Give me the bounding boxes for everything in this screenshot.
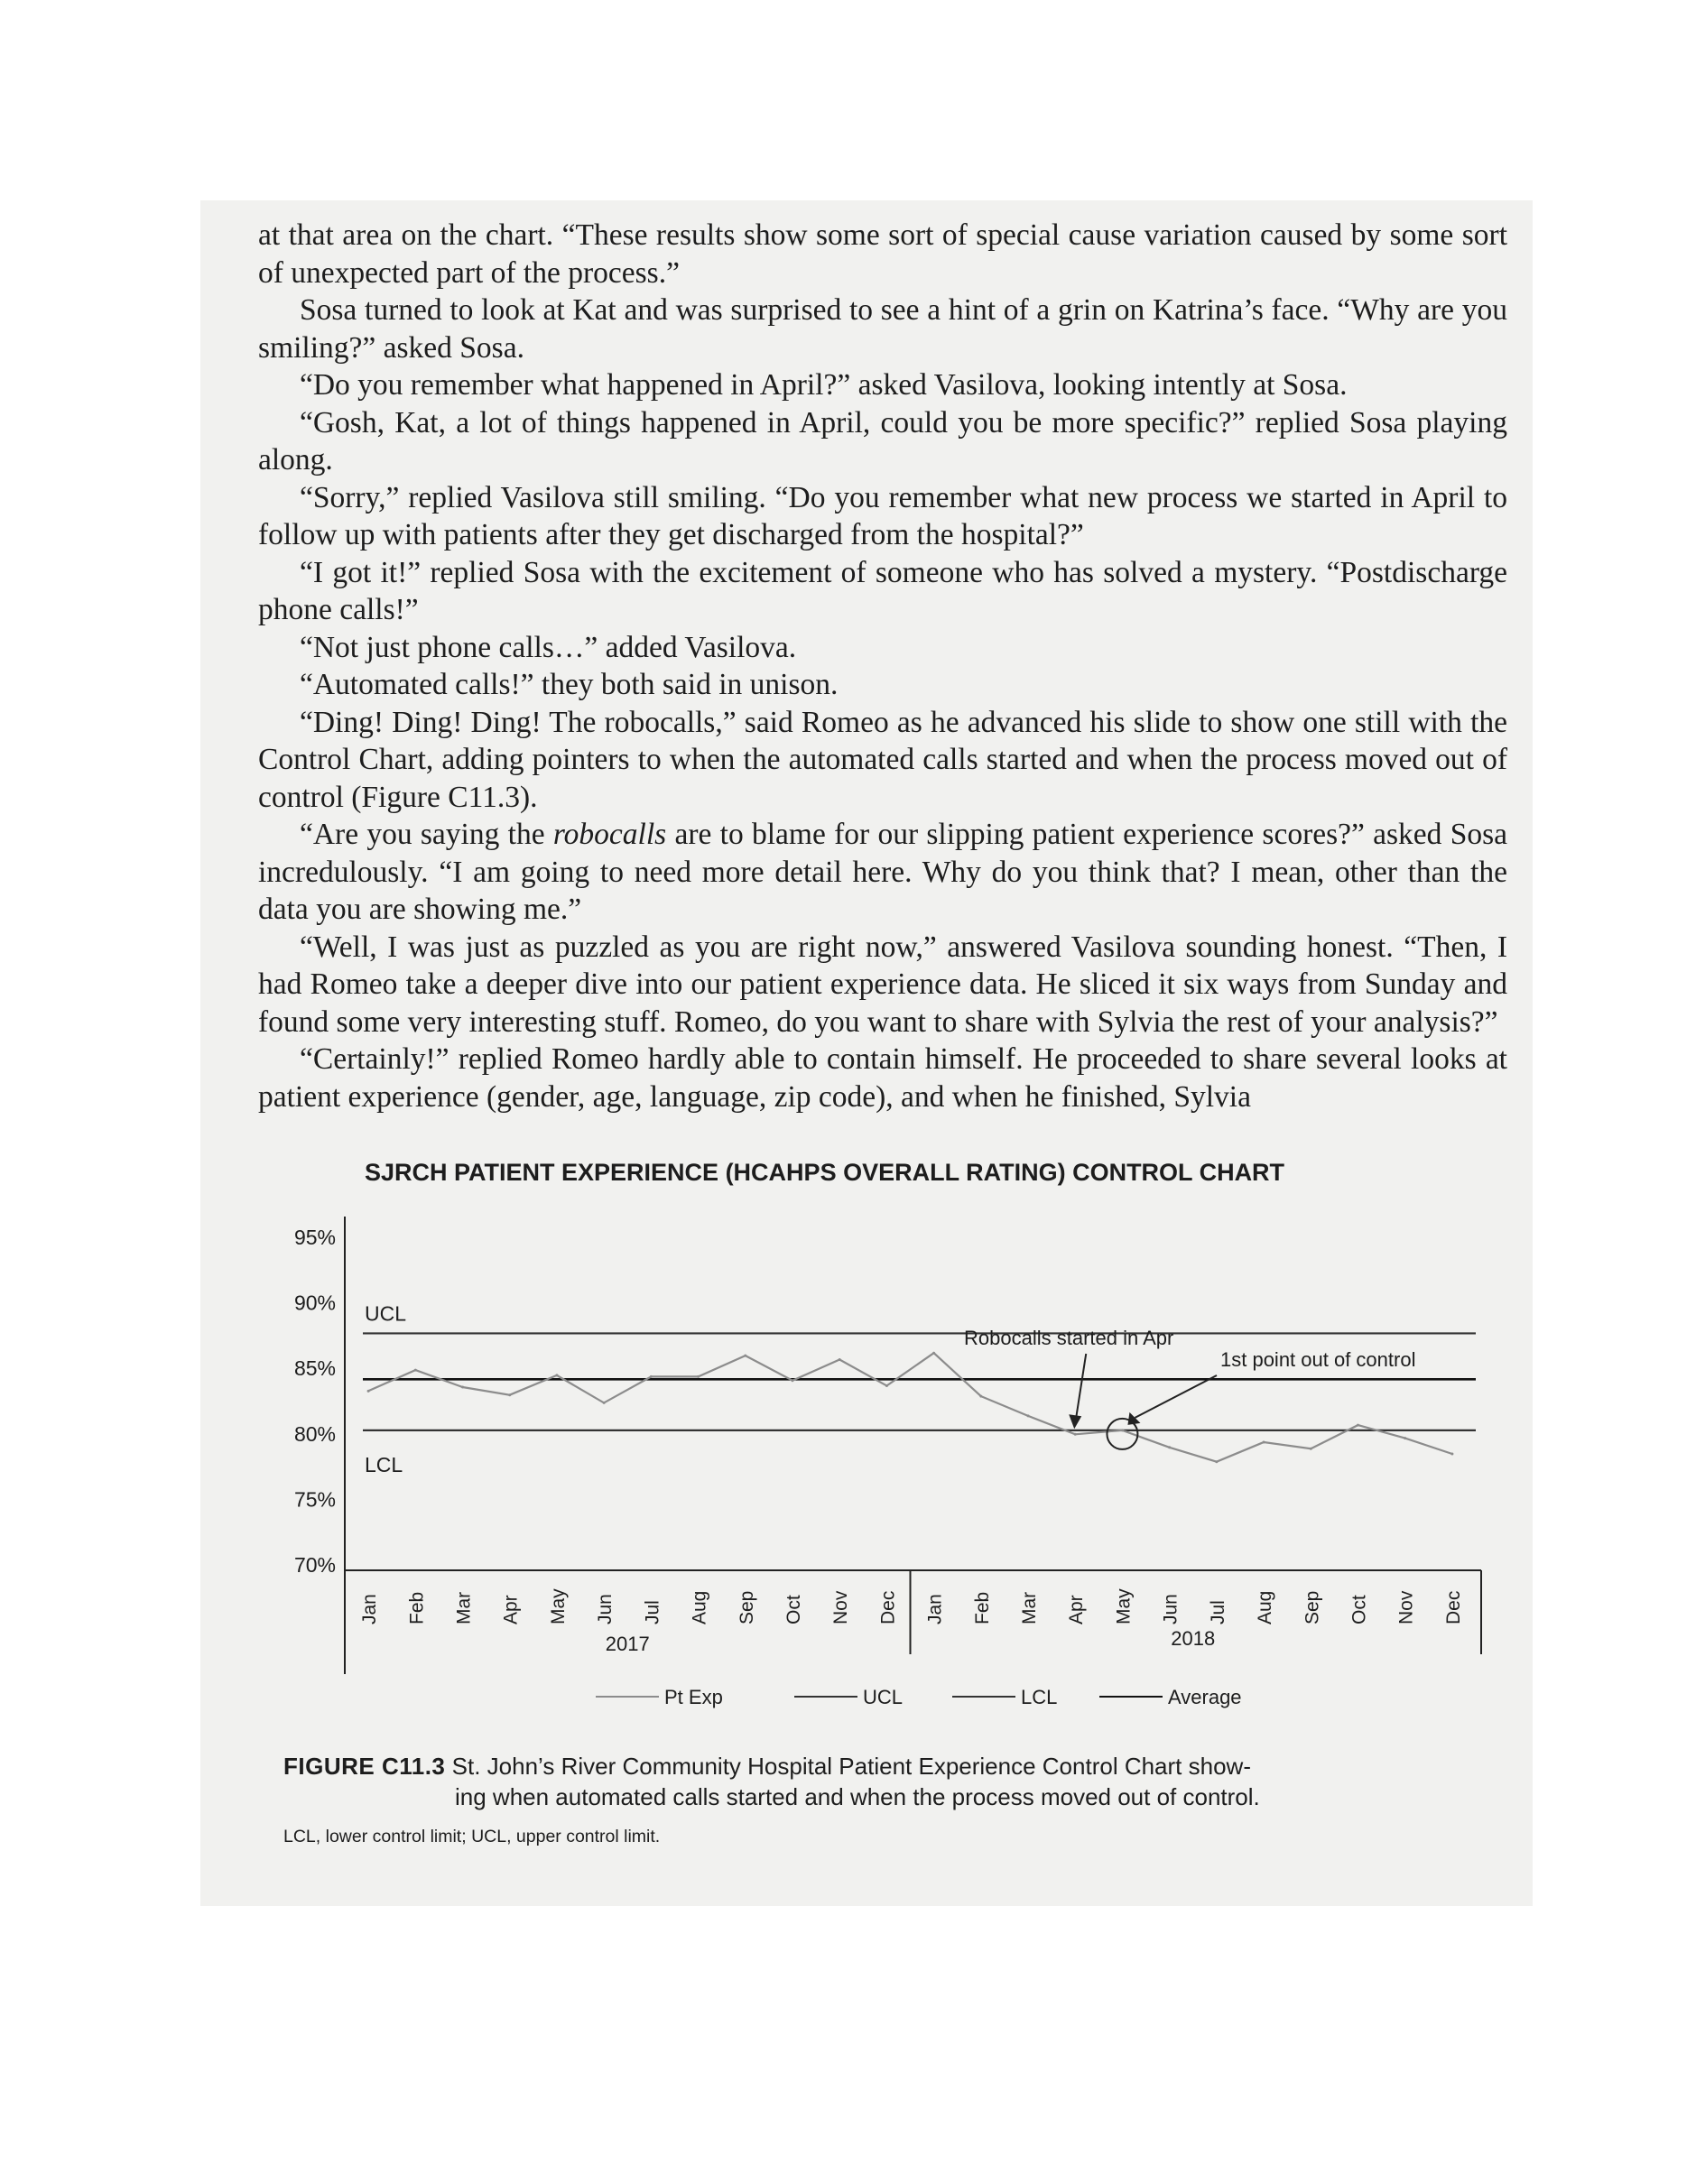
paragraph: “I got it!” replied Sosa with the excitement of someone who has solved a mystery. “Postdischarge phone calls!” bbox=[258, 555, 1507, 626]
pt-exp-point bbox=[1121, 1429, 1124, 1431]
annotation-arrow bbox=[1075, 1354, 1086, 1423]
y-tick-label: 80% bbox=[293, 1421, 336, 1446]
paragraph: “Sorry,” replied Vasilova still smiling. “Do you remember what new process we started in April to follow up with patients after they get discharged from the hospital?” bbox=[258, 480, 1507, 551]
legend-label: LCL bbox=[1021, 1686, 1058, 1708]
x-tick-label: Feb bbox=[971, 1591, 993, 1624]
pt-exp-point bbox=[1310, 1448, 1312, 1450]
x-tick-label: Nov bbox=[830, 1590, 852, 1624]
pt-exp-point bbox=[979, 1395, 982, 1398]
pt-exp-point bbox=[414, 1369, 417, 1372]
pt-exp-point bbox=[555, 1374, 558, 1376]
paragraph: “Are you saying the robocalls are to blame for our slipping patient experience scores?” asked Sosa incredulously. “I am going to need more detail here. Why do you think that? I mean, other than the data you are showing me.” bbox=[258, 818, 1507, 926]
annotation-arrow bbox=[1135, 1375, 1217, 1418]
annotation-robocalls: Robocalls started in Apr bbox=[964, 1327, 1174, 1349]
abbreviation-note: LCL, lower control limit; UCL, upper control limit. bbox=[283, 1827, 661, 1846]
control-chart bbox=[262, 1146, 1525, 1742]
pt-exp-point bbox=[461, 1385, 464, 1388]
x-tick-label: May bbox=[1113, 1588, 1135, 1624]
x-tick-label: Jan bbox=[359, 1594, 381, 1624]
caption-line-2: ing when automated calls started and when the process moved out of control. bbox=[455, 1783, 1260, 1810]
emphasis: robocalls bbox=[552, 818, 667, 851]
x-tick-label: Aug bbox=[1255, 1590, 1276, 1624]
arrowhead bbox=[1069, 1414, 1081, 1429]
pt-exp-point bbox=[367, 1390, 370, 1393]
paragraph: “Well, I was just as puzzled as you are right now,” answered Vasilova sounding honest. “Then, I had Romeo take a deeper dive into our patient experience data. He sliced it six ways from Sunday and found some very interesting stuff. Romeo, do you want to share with Sylvia the rest of your analysis?” bbox=[258, 930, 1507, 1039]
x-tick-label: Jun bbox=[595, 1594, 616, 1624]
x-tick-label: Mar bbox=[453, 1591, 475, 1624]
y-tick-label: 90% bbox=[293, 1291, 336, 1315]
paragraph: Sosa turned to look at Kat and was surprised to see a hint of a grin on Katrina’s face. “Why are you smiling?” asked Sosa. bbox=[258, 293, 1507, 365]
ucl-label: UCL bbox=[365, 1301, 407, 1326]
pt-exp-point bbox=[744, 1355, 746, 1357]
x-tick-label: Aug bbox=[689, 1590, 710, 1624]
legend-label: UCL bbox=[863, 1686, 904, 1708]
x-tick-label: Jan bbox=[924, 1594, 946, 1624]
annotation-out-of-control: 1st point out of control bbox=[1220, 1348, 1416, 1371]
pt-exp-point bbox=[932, 1352, 935, 1355]
legend-label: Pt Exp bbox=[664, 1686, 723, 1708]
paragraph: “Gosh, Kat, a lot of things happened in April, could you be more specific?” replied Sosa playing along. bbox=[258, 405, 1507, 477]
body-text bbox=[258, 217, 1507, 1115]
pt-exp-point bbox=[1074, 1433, 1077, 1436]
x-tick-label: Sep bbox=[736, 1590, 757, 1624]
pt-exp-point bbox=[791, 1379, 793, 1382]
x-tick-label: Mar bbox=[1019, 1591, 1041, 1624]
y-tick-label: 70% bbox=[293, 1553, 336, 1577]
pt-exp-point bbox=[1168, 1446, 1171, 1448]
x-tick-label: Dec bbox=[1442, 1590, 1464, 1624]
x-tick-label: Dec bbox=[877, 1590, 899, 1624]
pt-exp-point bbox=[1357, 1424, 1359, 1427]
paragraph: “Ding! Ding! Ding! The robocalls,” said Romeo as he advanced his slide to show one still with the Control Chart, adding pointers to when the automated calls started and when the process moved out of control (Figure C11.3). bbox=[258, 705, 1507, 814]
x-tick-label: Oct bbox=[1348, 1595, 1370, 1624]
figure-label: FIGURE C11.3 bbox=[283, 1753, 446, 1780]
legend-label: Average bbox=[1168, 1686, 1242, 1708]
x-tick-label: Sep bbox=[1302, 1590, 1323, 1624]
x-tick-label: Nov bbox=[1395, 1590, 1417, 1624]
pt-exp-point bbox=[1263, 1440, 1265, 1443]
paragraph: “Certainly!” replied Romeo hardly able to contain himself. He proceeded to share several looks at patient experience (gender, age, language, zip code), and when he finished, Sylvia bbox=[258, 1042, 1507, 1114]
x-tick-label: May bbox=[547, 1588, 569, 1624]
y-tick-label: 75% bbox=[293, 1487, 336, 1512]
paragraph: “Do you remember what happened in April?” asked Vasilova, looking intently at Sosa. bbox=[300, 368, 1348, 402]
pt-exp-point bbox=[1027, 1414, 1030, 1417]
year-label: 2017 bbox=[605, 1633, 650, 1655]
y-tick-label: 85% bbox=[293, 1356, 336, 1381]
paragraph: “Not just phone calls…” added Vasilova. bbox=[300, 630, 797, 664]
caption-line-1: St. John’s River Community Hospital Patient Experience Control Chart show- bbox=[451, 1753, 1251, 1780]
year-label: 2018 bbox=[1171, 1627, 1216, 1650]
x-tick-label: Apr bbox=[1066, 1595, 1088, 1624]
pt-exp-point bbox=[650, 1375, 653, 1378]
pt-exp-point bbox=[885, 1384, 888, 1387]
x-tick-label: Jul bbox=[642, 1600, 663, 1624]
paragraph: at that area on the chart. “These results show some sort of special cause variation caused by some sort of unexpected part of the process.” bbox=[258, 218, 1507, 290]
x-tick-label: Apr bbox=[500, 1595, 522, 1624]
y-tick-label: 95% bbox=[293, 1226, 336, 1249]
pt-exp-point bbox=[603, 1402, 606, 1404]
x-tick-label: Jul bbox=[1207, 1600, 1228, 1624]
x-tick-label: Jun bbox=[1160, 1594, 1182, 1624]
x-tick-label: Oct bbox=[783, 1595, 804, 1624]
lcl-label: LCL bbox=[365, 1452, 403, 1476]
pt-exp-point bbox=[1450, 1453, 1453, 1456]
pt-exp-point bbox=[1404, 1437, 1406, 1439]
chart-title: SJRCH PATIENT EXPERIENCE (HCAHPS OVERALL RATING) CONTROL CHART bbox=[365, 1159, 1285, 1186]
x-tick-label: Feb bbox=[406, 1591, 428, 1624]
pt-exp-point bbox=[839, 1358, 841, 1361]
pt-exp-point bbox=[697, 1375, 700, 1378]
figure-caption bbox=[283, 1751, 1493, 1812]
pt-exp-point bbox=[1215, 1460, 1218, 1463]
pt-exp-point bbox=[508, 1393, 511, 1396]
paragraph: “Automated calls!” they both said in unison. bbox=[300, 668, 839, 701]
